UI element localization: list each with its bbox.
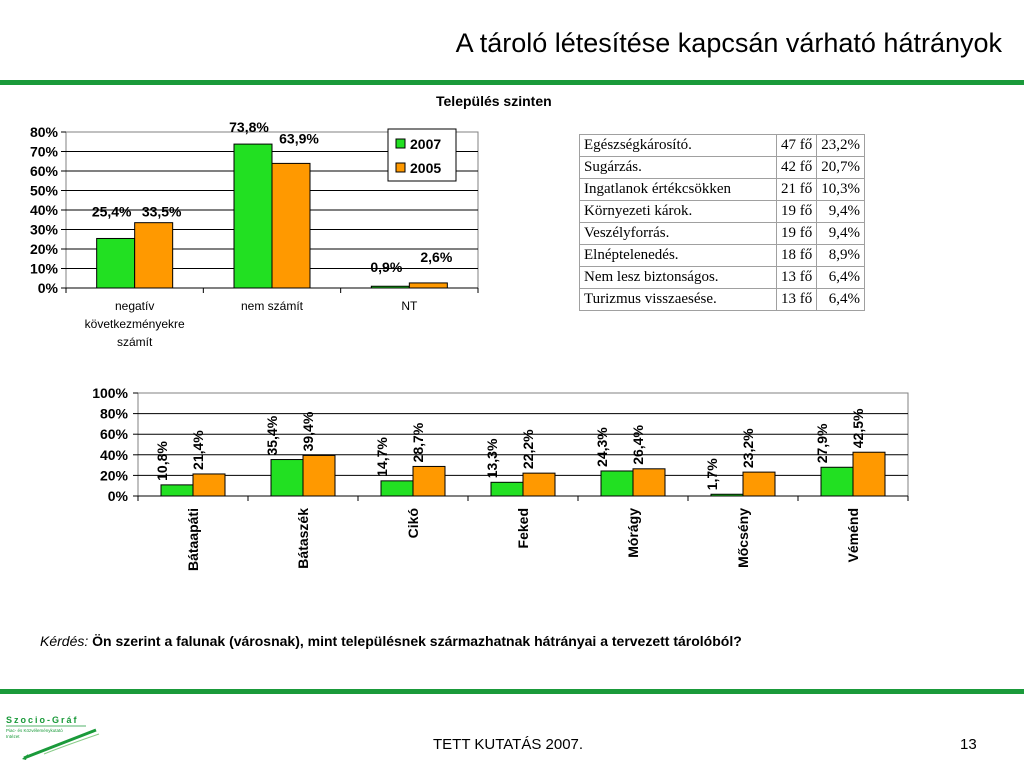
table-cell-count: 13 fő (777, 289, 817, 311)
table-cell-count: 19 fő (777, 201, 817, 223)
y-tick-label: 40% (29, 202, 58, 218)
data-label: 2,6% (420, 248, 453, 265)
legend-entry: 2007 (410, 136, 442, 152)
bar-2005-5 (743, 472, 775, 496)
chart1-title: Település szinten (436, 93, 552, 109)
table-cell-percent: 6,4% (817, 267, 865, 289)
slide-title: A tároló létesítése kapcsán várható hátrányok (455, 28, 1002, 58)
x-tick-label: Bátaapáti (185, 508, 201, 572)
table-row (580, 179, 865, 201)
data-label: 35,4% (264, 415, 280, 456)
data-label: 25,4% (91, 203, 132, 220)
bar-2005-3 (523, 473, 555, 496)
y-tick-label: 100% (92, 385, 128, 401)
table-cell-label: Egészségkárosító. (580, 135, 777, 157)
table-cell-percent: 9,4% (817, 201, 865, 223)
data-label: 13,3% (484, 438, 500, 479)
y-tick-label: 10% (29, 260, 58, 277)
question-label: Kérdés: (40, 633, 89, 649)
x-tick-label: NT (401, 299, 418, 313)
bar-2005-2 (409, 283, 447, 288)
table-cell-count: 13 fő (777, 267, 817, 289)
x-tick-label: Mőcsény (735, 508, 751, 568)
disadvantages-table (579, 134, 865, 311)
table-cell-percent: 6,4% (817, 289, 865, 311)
data-label: 0,9% (370, 259, 403, 276)
x-tick-label: Véménd (845, 508, 861, 563)
bar-2005-0 (193, 474, 225, 496)
bar-2007-0 (161, 485, 193, 496)
bar-2007-1 (234, 144, 272, 288)
y-tick-label: 70% (29, 143, 58, 160)
table-cell-count: 42 fő (777, 157, 817, 179)
chart1-settlement-level (0, 110, 560, 370)
bar-2005-2 (413, 466, 445, 496)
table-cell-label: Sugárzás. (580, 157, 777, 179)
y-tick-label: 80% (99, 405, 128, 422)
bar-2007-5 (711, 494, 743, 496)
data-label: 27,9% (814, 423, 830, 464)
y-tick-label: 80% (29, 124, 58, 140)
table-row (580, 289, 865, 311)
bar-2005-6 (853, 452, 885, 496)
pencil-icon (24, 730, 96, 758)
bar-2005-0 (135, 223, 173, 288)
data-label: 28,7% (410, 422, 426, 463)
legend-swatch (396, 139, 405, 148)
top-divider (0, 80, 1024, 85)
table-cell-percent: 9,4% (817, 223, 865, 245)
legend-entry: 2005 (410, 160, 442, 176)
data-label: 33,5% (141, 203, 182, 220)
data-label: 1,7% (704, 458, 720, 491)
question-text: Ön szerint a falunak (városnak), mint településnek származhatnak hátrányai a tervezett tárolóból? (92, 633, 742, 649)
x-tick-label: negatív következményekre számít (84, 299, 185, 349)
data-label: 23,2% (740, 428, 756, 469)
x-tick-label: Mórágy (625, 508, 641, 558)
y-tick-label: 20% (29, 241, 58, 257)
bar-2007-2 (371, 286, 409, 288)
y-tick-label: 60% (29, 163, 58, 179)
table-cell-count: 47 fő (777, 135, 817, 157)
y-tick-label: 50% (29, 182, 58, 199)
legend-swatch (396, 163, 405, 172)
table-row (580, 267, 865, 289)
x-tick-label: nem számít (240, 299, 304, 313)
table-row (580, 135, 865, 157)
footer-text: TETT KUTATÁS 2007. (433, 736, 584, 753)
bar-2007-6 (821, 467, 853, 496)
chart2-by-settlement (0, 380, 1024, 620)
bar-2007-0 (97, 238, 135, 288)
table-cell-label: Környezeti károk. (580, 201, 777, 223)
logo-wordmark: Szocio-Gráf (6, 715, 79, 725)
bar-2007-3 (491, 482, 523, 496)
data-label: 63,9% (279, 130, 319, 147)
data-label: 73,8% (229, 119, 269, 136)
bottom-divider (0, 689, 1024, 694)
x-tick-label: Cikó (405, 508, 421, 539)
y-tick-label: 30% (29, 221, 58, 238)
table-cell-percent: 10,3% (817, 179, 865, 201)
data-label: 42,5% (850, 408, 866, 449)
data-label: 26,4% (630, 425, 646, 465)
table-row (580, 157, 865, 179)
y-tick-label: 40% (99, 446, 128, 463)
table-cell-label: Turizmus visszaesése. (580, 289, 777, 311)
y-tick-label: 20% (99, 467, 128, 484)
bar-2007-2 (381, 481, 413, 496)
y-tick-label: 0% (107, 488, 128, 504)
bar-2007-1 (271, 460, 303, 496)
table-cell-percent: 8,9% (817, 245, 865, 267)
table-cell-label: Ingatlanok értékcsökken (580, 179, 777, 201)
logo-subtitle-1: Piac- és Közvéleménykutató (6, 728, 63, 733)
logo-subtitle-2: Intézet (6, 734, 20, 739)
szociograf-logo (4, 712, 104, 764)
table-cell-count: 18 fő (777, 245, 817, 267)
data-label: 22,2% (520, 429, 536, 470)
table-cell-percent: 20,7% (817, 157, 865, 179)
bar-2007-4 (601, 471, 633, 496)
survey-question (40, 633, 742, 649)
data-label: 24,3% (594, 427, 610, 467)
data-label: 21,4% (190, 430, 206, 470)
x-tick-label: Bátaszék (295, 508, 311, 569)
table-cell-label: Veszélyforrás. (580, 223, 777, 245)
table-cell-label: Nem lesz biztonságos. (580, 267, 777, 289)
data-label: 39,4% (300, 411, 316, 452)
table-cell-label: Elnéptelenedés. (580, 245, 777, 267)
x-tick-label: Feked (515, 508, 531, 549)
table-row (580, 223, 865, 245)
bar-2005-4 (633, 469, 665, 496)
table-cell-count: 21 fő (777, 179, 817, 201)
y-tick-label: 60% (99, 426, 128, 443)
bar-2005-1 (303, 455, 335, 496)
table-row (580, 245, 865, 267)
y-tick-label: 0% (37, 280, 58, 296)
table-row (580, 201, 865, 223)
data-label: 14,7% (374, 437, 390, 477)
table-cell-count: 19 fő (777, 223, 817, 245)
bar-2005-1 (272, 163, 310, 288)
data-label: 10,8% (154, 441, 170, 481)
page-number: 13 (960, 736, 977, 753)
table-cell-percent: 23,2% (817, 135, 865, 157)
legend (388, 129, 456, 181)
